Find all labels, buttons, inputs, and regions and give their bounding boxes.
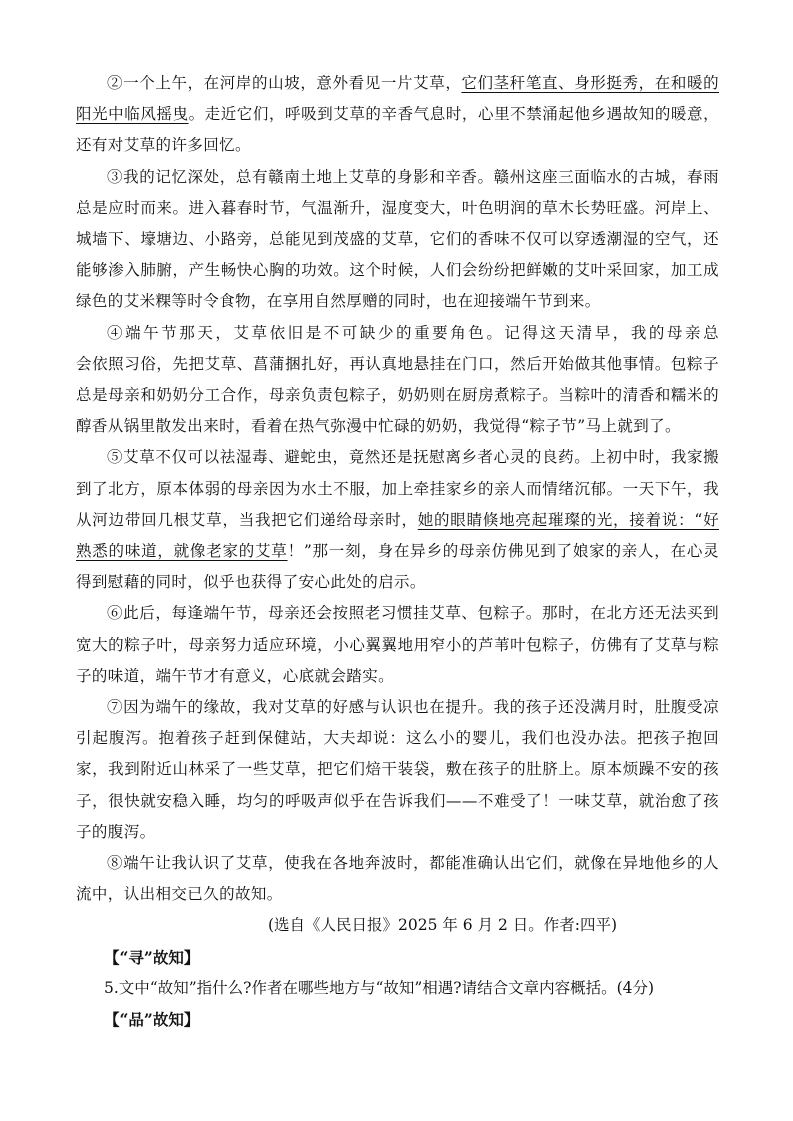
paragraph-8: ⑧端午让我认识了艾草，使我在各地奔波时，都能准确认出它们，就像在异地他乡的人流中，认出相交已久的故知。 [76, 854, 719, 904]
paragraph-2 [76, 68, 719, 162]
source-citation: (选自《人民日报》2025 年 6 月 2 日。作者:四平) [267, 916, 618, 935]
question-5: 5.文中“故知”指什么?作者在哪些地方与“故知”相遇?请结合文章内容概括。(4分) [104, 978, 655, 997]
paragraph-2-underlined: 它们茎秆笔直、身形挺秀，在和暖的阳光中临风摇曳 [76, 74, 719, 124]
paragraph-6: ⑥此后，每逢端午节，母亲还会按照老习惯挂艾草、包粽子。那时，在北方还无法买到宽大的粽子叶，母亲努力适应环境，小心翼翼地用窄小的芦苇叶包粽子，仿佛有了艾草与粽子的味道，端午节才有意义，心底就会踏实。 [76, 604, 719, 685]
section-heading-taste: 【“品”故知】 [104, 1010, 200, 1030]
paragraph-7: ⑦因为端午的缘故，我对艾草的好感与认识也在提升。我的孩子还没满月时，肚腹受凉引起腹泻。抱着孩子赶到保健站，大夫却说：这么小的婴儿，我们也没办法。把孩子抱回家，我到附近山林采了一些艾草，把它们焙干装袋，敷在孩子的肚脐上。原本烦躁不安的孩子，很快就安稳入睡，均匀的呼吸声似乎在告诉我们——不难受了！一味艾草，就治愈了孩子的腹泻。 [76, 698, 719, 841]
paragraph-3: ③我的记忆深处，总有赣南土地上艾草的身影和辛香。赣州这座三面临水的古城，春雨总是应时而来。进入暮春时节，气温渐升，湿度变大，叶色明润的草木长势旺盛。河岸上、城墙下、壕塘边、小路旁，总能见到茂盛的艾草，它们的香味不仅可以穿透潮湿的空气，还能够渗入肺腑，产生畅快心胸的功效。这个时候，人们会纷纷把鲜嫩的艾叶采回家，加工成绿色的艾米粿等时令食物，在享用自然厚赠的同时，也在迎接端午节到来。 [76, 167, 719, 311]
section-heading-find: 【“寻”故知】 [104, 947, 200, 967]
paragraph-4: ④端午节那天，艾草依旧是不可缺少的重要角色。记得这天清早，我的母亲总 会依照习俗，先把艾草、菖蒲捆扎好，再认真地悬挂在门口，然后开始做其他事情。包粽子总是母亲和奶奶分工合作，母亲负责包粽子，奶奶则在厨房煮粽子。当粽叶的清香和糯米的醇香从锅里散发出来时，看着在热气弥漫中忙碌的奶奶，我觉得“粽子节”马上就到了。 [76, 323, 783, 436]
paragraph-2-text-tail: 。走近它们，呼吸到艾草的辛香气息时，心里不禁涌起他乡遇故知的暖意，还有对艾草的许多回忆。 [76, 105, 719, 155]
paragraph-5-text-tail: ！”那一刻，身在异乡的母亲仿佛见到了娘家的亲人，在心灵得到慰藉的同时，似乎也获得了安心此处的启示。 [76, 542, 719, 592]
paragraph-5 [76, 442, 719, 598]
document-page [76, 68, 783, 1035]
paragraph-5-text: ⑤艾草不仅可以祛湿毒、避蛇虫，竟然还是抚慰离乡者心灵的良药。上初中时，我家搬到了北方，原本体弱的母亲因为水土不服，加上牵挂家乡的亲人而情绪沉郁。一天下午，我从河边带回几根艾草，当我把它们递给母亲时， [76, 448, 719, 529]
paragraph-2-text: ②一个上午，在河岸的山坡，意外看见一片艾草， [107, 74, 462, 92]
paragraph-5-underlined: 她的眼睛倏地亮起璀璨的光，接着说：“好熟悉的味道，就像老家的艾草 [76, 510, 719, 561]
